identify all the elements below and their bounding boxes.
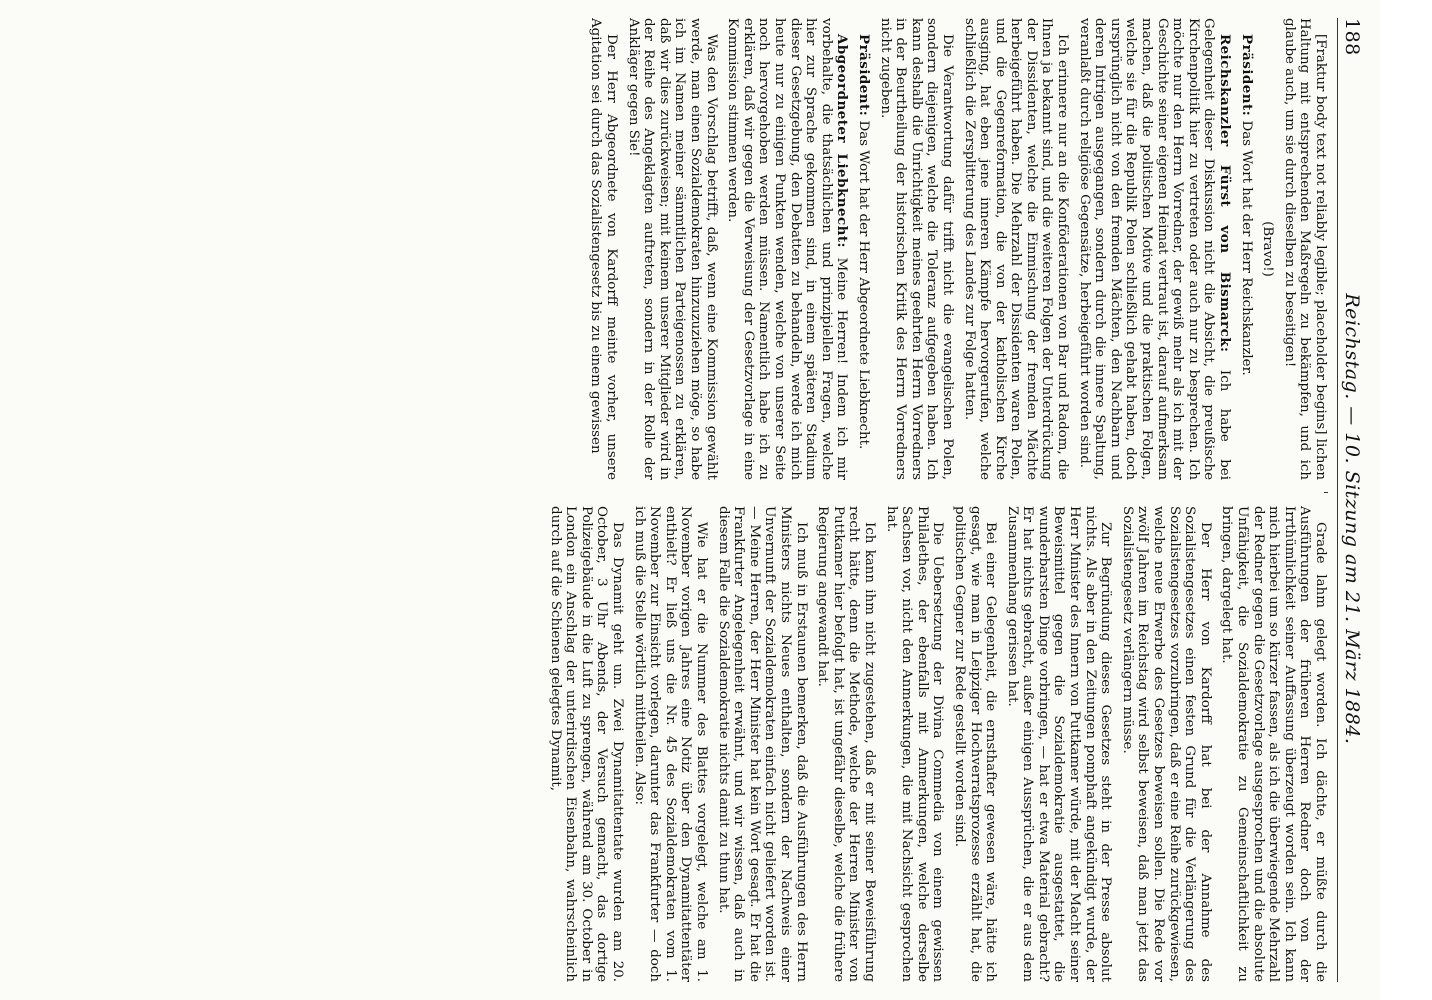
paragraph: Ich muß in Erstaunen bemerken, daß die Ausführungen des Herrn Ministers nichts Neues enthalten, sondern der Nachweis einer Unvernunft der Sozialdemokraten einfach nicht geliefert worden ist. — Meine Herren, der Herr Minister hat kein Wort gesagt. Er hat die Frankfurter Angelegenheit erwähnt, und wir wissen, daß auch in diesem Falle die Sozialdemokratie nichts damit zu thun hat. [715, 506, 809, 982]
paragraph: Der Herr von Kardorff hat bei der Annahme des Sozialistengesetzes einen festen Grund für die Verlängerung des Sozialistengesetzes vorzubringen, daß er eine Reihe zurückgewiesen, welche neue Erwerbe des Gesetzes beweisen sollen. Die Rede vor zwölf Jahren im Reichstag wird selbst beweisen, daß man jetzt das Sozialistengesetz verlängern müsse. [1119, 506, 1213, 982]
paragraph: Was den Vorschlag betrifft, daß, wenn eine Kommission gewählt werde, man einen Sozialdemokraten hinzuzuziehen möge, so habe ich im Namen meiner sämmtlichen Parteigenossen zu erklären, daß wir dies zurückweisen; mit keinem unserer Mitglieder wird in der Reihe des Angeklagten auftreten, sondern in der Rolle der Ankläger gegen Sie! [625, 18, 719, 480]
speech-text: Das Wort hat der Herr Abgeordnete Liebknecht. [855, 120, 871, 450]
page-header [1337, 18, 1366, 982]
paragraph: Das Dynamit geht um. Zwei Dynamitattentate wurden am 20. October, 3 Uhr Abends, der Versuch gemacht, das dortige Polizeigebäude in die Luft zu sprengen, während am 30. October in London ein Anschlag der unterirdischen Eisenbahn, wahrscheinlich durch auf die Schienen gelegtes Dynamit, [547, 506, 626, 982]
paragraph [855, 18, 871, 480]
paragraph: Bei einer Gelegenheit, die ernsthafter gewesen wäre, hätte ich gesagt, wie man in Leipziger Hochverratsprozesse erzählt hat, die politischen Gegner zur Rede gestellt worden sind. [951, 506, 999, 982]
paragraph [1238, 18, 1254, 480]
paragraph: Grade lahm gelegt worden. Ich dächte, er müßte durch die Ausführungen der früheren Herren Redner doch von der Irrthümlichkeit seiner Auffassung überzeugt worden sein. Ich kann mich hierbei um so kürzer fassen, als ich die überwiegende Mehrzahl der Redner gegen die Gesetzvorlage ausgesprochen und die absolute Unfähigkeit, die Sozialdemokratie zu Gemeinschaftlichkeit zu bringen, dargelegt hat. [1219, 506, 1328, 982]
paragraph: (Bravo!) [1260, 221, 1276, 277]
speaker-name: Reichskanzler Fürst von Bismarck: [1217, 34, 1234, 353]
running-title: Reichstag. — 10. Sitzung am 21. März 1884. [1341, 293, 1363, 745]
left-column [20, 18, 1328, 480]
page-number: 188 [1341, 18, 1363, 56]
paragraph: Die Uebersetzung der Divina Commedia von einem gewissen Philalethes, der ebenfalls mit Anmerkungen, welche derselbe Sachsen vor, nicht den Anmerkungen, die mit Nachsicht gesprochen hat. [883, 506, 946, 982]
speech-text: Meine Herren! Indem ich mir vorbehalte, die thatsächlichen und prinzipiellen Fragen, welche hier zur Sprache gekommen sind, in einem späteren Stadium dieser Gesetzgebung, den Debatten zu behandeln, werde ich mich heute nur zu einigen Punkten wenden, welche von unserer Seite noch hervorgehoben werden müssen. Namentlich habe ich zu erklären, daß wir gegen die Verweisung der Gesetzvorlage in eine Kommission stimmen werden. [725, 18, 850, 480]
speaker-name: Präsident: [855, 34, 872, 117]
paragraph [725, 18, 850, 480]
paragraph: Die Verantwortung dafür trifft nicht die evangelischen Polen, sondern diejenigen, welche die Toleranz aufgegeben haben. Ich kann deshalb die Unrichtigkeit meines geehrten Herrn Vorredners in der Beurtheilung der historischen Kritik des Herrn Vorredners nicht zugeben. [877, 18, 955, 480]
right-column [20, 506, 1328, 982]
speaker-name: Abgeordneter Liebknecht: [834, 34, 851, 248]
paragraph: Ich kann ihm nicht zugestehen, daß er mit seiner Beweisführung recht hätte, denn die Methode, welche der Herren Minister von Puttkamer hier befolgt hat, ist ungefähr dieselbe, welche die frühere Regierung angewandt hat. [815, 506, 877, 982]
speaker-name: Präsident: [1238, 34, 1255, 117]
speech-text: Ich habe bei Gelegenheit dieser Diskussion nicht die Absicht, die preußische Kirchenpolitik hier zu vertreten oder auch nur zu besprechen. Ich möchte nur den Herrn Vorredner, der gewiß mehr als ich mit der Geschichte seiner eigenen Heimat vertraut ist, darauf aufmerksam machen, daß die politischen Motive und die praktischen Folgen, welche sie für die Republik Polen schließlich gehabt haben, doch ursprünglich nicht von den fremden Mächten, den Nachbarn und deren Intrigen ausgegangen, sondern durch die innere Spaltung, veranlaßt durch religiöse Gegensätze, herbeigeführt worden sind. [1076, 18, 1233, 480]
paragraph: [Fraktur body text not reliably legible; placeholder begins] lichen Haltung mit entsprechenden Maßregeln zu bekämpfen, und ich glaube auch, um sie durch dieselben zu beseitigen! [1281, 18, 1328, 480]
paragraph: Ich erinnere nur an die Konföderationen von Bar und Radom, die Ihnen ja bekannt sind, und die weiteren Folgen der Unterdrückung der Dissidenten, welche die Einmischung der fremden Mächte herbeigeführt haben. Die Mehrzahl der Dissidenten waren Polen, und die Gegenreformation, die von der katholischen Kirche ausging, hat eben jene inneren Kämpfe hervorgerufen, welche schließlich die Zersplitterung des Landes zur Folge hatten. [961, 18, 1071, 480]
speech-text: Das Wort hat der Herr Reichskanzler. [1238, 120, 1254, 376]
paragraph [1076, 18, 1232, 480]
column-divider [1324, 492, 1328, 493]
paragraph: Zur Begründung dieses Gesetzes steht in der Presse absolut nichts. Als aber in den Zeitungen pomphaft angekündigt wurde, der Herr Minister des Innern von Puttkamer würde, mit der Macht seiner Beweismittel gegen die Sozialdemokratie ausgestattet, die wunderbarsten Dinge vorbringen, — hat er etwa Material gebracht? Er hat nichts gebracht, außer einigen Aussprüchen, die er aus dem Zusammenhang gerissen hat. [1004, 506, 1114, 982]
paragraph: Der Herr Abgeordnete von Kardorff meinte vorher, unsere Agitation sei durch das Sozialistengesetz bis zu einem gewissen [588, 18, 620, 480]
paragraph: Wie hat er die Nummer des Blattes vorgelegt, welche am 1. November vorigen Jahres eine Notiz über den Dynamitattentäter enthielt? Er ließ uns die Nr. 45 des Sozialdemokraten vom 1. November zur Einsicht vorlegen, darunter das Frankfurter — doch ich muß die Stelle wörtlich mittheilen. Also: [631, 506, 710, 982]
